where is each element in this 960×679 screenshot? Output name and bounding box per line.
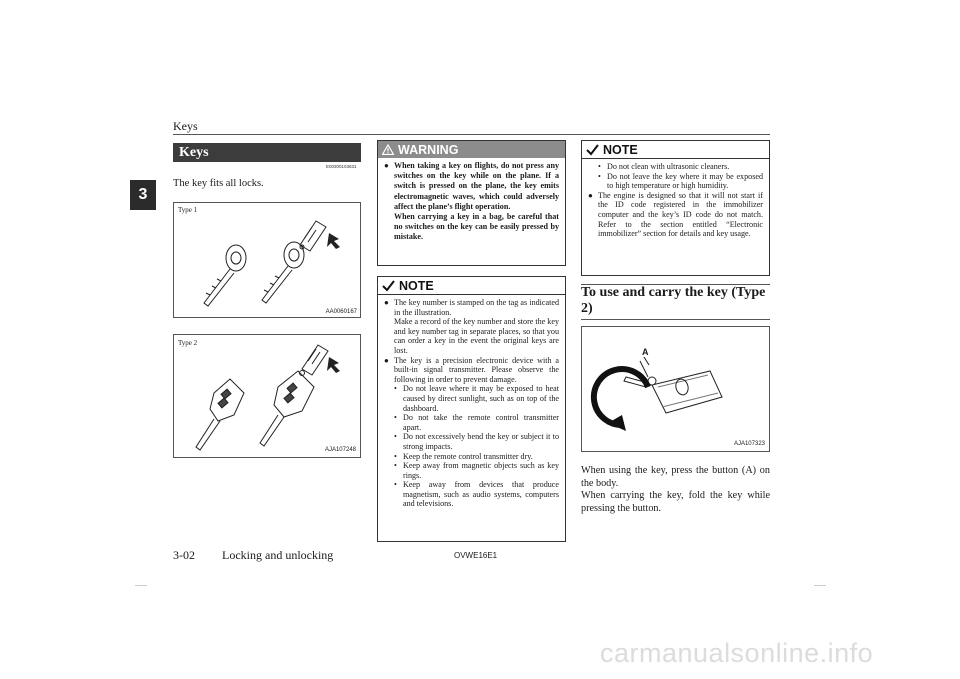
section-title-keys: Keys <box>173 143 361 162</box>
warning-content <box>378 158 565 247</box>
note-content <box>378 295 565 513</box>
chapter-tab: 3 <box>130 180 156 210</box>
section-rule-bottom <box>581 319 770 320</box>
warning-triangle-icon <box>382 144 394 155</box>
warning-item-text: When taking a key on flights, do not press any switches on the key while on the plane. If a switch is pressed on the plane, the key emits electromagnetic waves, which could adversely affect the plane’s flight operation. <box>394 161 559 211</box>
warning-header <box>378 141 565 158</box>
warning-item <box>384 161 559 212</box>
note-title: NOTE <box>603 142 638 157</box>
note-subitem: • Do not take the remote control transmitter apart. <box>394 413 559 432</box>
note-subitem-text: Do not clean with ultrasonic cleaners. <box>607 162 730 171</box>
key-type2-illustration <box>174 335 360 457</box>
figure-use-carry-code: AJA107323 <box>733 441 765 447</box>
bullet-icon: ● <box>384 161 389 170</box>
note-box-middle <box>377 276 566 542</box>
use-key-paragraph: When using the key, press the button (A) on the body. <box>581 465 770 489</box>
callout-label-a: A <box>642 347 649 357</box>
note-item-continued: Make a record of the key number and store the key and key number tag in separate places, so that you can order a key in the event the original keys are lost. <box>394 317 559 355</box>
carry-key-paragraph: When carrying the key, fold the key while pressing the button. <box>581 490 770 514</box>
note-item <box>588 191 763 239</box>
note-header <box>582 141 769 159</box>
note-subitem: • Do not excessively bend the key or subject it to strong impacts. <box>394 432 559 451</box>
key-fold-illustration <box>582 327 769 451</box>
figure-type2 <box>173 334 361 458</box>
bullet-icon: ● <box>384 355 389 365</box>
footer-chapter: Locking and unlocking <box>222 548 334 562</box>
note-item-text: The engine is designed so that it will not start if the ID code registered in the immobilizer computer and the key’s ID code do not match. Refer to the section entitled “Electronic immobilizer” section for details and key usage. <box>598 190 763 239</box>
bullet-icon: ● <box>588 190 593 200</box>
note-item <box>384 356 559 385</box>
warning-title: WARNING <box>398 142 459 157</box>
note-subitem-text: Do not leave where it may be exposed to heat caused by direct sunlight, such as on top of the dashboard. <box>403 384 559 413</box>
bullet-icon: ● <box>384 298 389 307</box>
note-subitem-text: Keep away from magnetic objects such as key rings. <box>403 461 559 480</box>
page-number: 3-02 <box>173 548 195 562</box>
note-box-right <box>581 140 770 276</box>
note-item-text: The key number is stamped on the tag as indicated in the illustration. <box>394 298 559 317</box>
figure-type1 <box>173 202 361 318</box>
header-rule <box>173 134 770 135</box>
figure-type1-label: Type 1 <box>178 206 198 214</box>
note-subitem: • Keep the remote control transmitter dry. <box>394 451 533 461</box>
running-header: Keys <box>173 119 198 133</box>
note-header <box>378 277 565 295</box>
warning-item: When carrying a key in a bag, be careful that no switches on the key can be easily pressed by mistake. <box>394 212 559 242</box>
watermark-text: carmanualsonline.info <box>600 638 874 668</box>
note-subitem: • Keep away from devices that produce magnetism, such as audio systems, computers and televisions. <box>394 480 559 509</box>
note-title: NOTE <box>399 278 434 293</box>
figure-type2-label: Type 2 <box>178 339 198 347</box>
note-subitem: • Do not leave the key where it may be exposed to high temperature or high humidity. <box>598 171 763 191</box>
key-type1-illustration <box>174 203 360 317</box>
note-subitem-text: Keep away from devices that produce magnetism, such as audio systems, computers and televisions. <box>403 480 559 509</box>
note-subitem: • Do not leave where it may be exposed to heat caused by direct sunlight, such as on top of the dashboard. <box>394 384 559 413</box>
figure-type1-code: AA0060167 <box>325 309 357 315</box>
note-item-text: The key is a precision electronic device with a built-in signal transmitter. Please observe the following in order to prevent damage. <box>394 355 559 384</box>
section-title-use-carry: To use and carry the key (Type 2) <box>581 285 766 316</box>
warning-box <box>377 140 566 266</box>
figure-use-carry <box>581 326 770 452</box>
note-content <box>582 159 769 243</box>
note-check-icon <box>382 280 395 292</box>
note-subitem-text: Do not leave the key where it may be exposed to high temperature or high humidity. <box>607 171 763 191</box>
crop-mark <box>814 585 826 586</box>
note-subitem: • Do not clean with ultrasonic cleaners. <box>598 162 730 171</box>
note-subitem: • Keep away from magnetic objects such as key rings. <box>394 461 559 480</box>
note-subitem-text: Do not take the remote control transmitter apart. <box>403 413 559 432</box>
crop-mark <box>135 585 147 586</box>
note-subitem-text: Do not excessively bend the key or subject it to strong impacts. <box>403 432 559 451</box>
footer-code: OVWE16E1 <box>454 551 498 560</box>
intro-text: The key fits all locks. <box>173 178 264 189</box>
section-code: E00300103631 <box>326 164 357 169</box>
note-subitem-text: Keep the remote control transmitter dry. <box>403 451 533 461</box>
note-check-icon <box>586 144 599 156</box>
figure-type2-code: AJA107248 <box>324 447 356 453</box>
note-item <box>384 298 559 317</box>
